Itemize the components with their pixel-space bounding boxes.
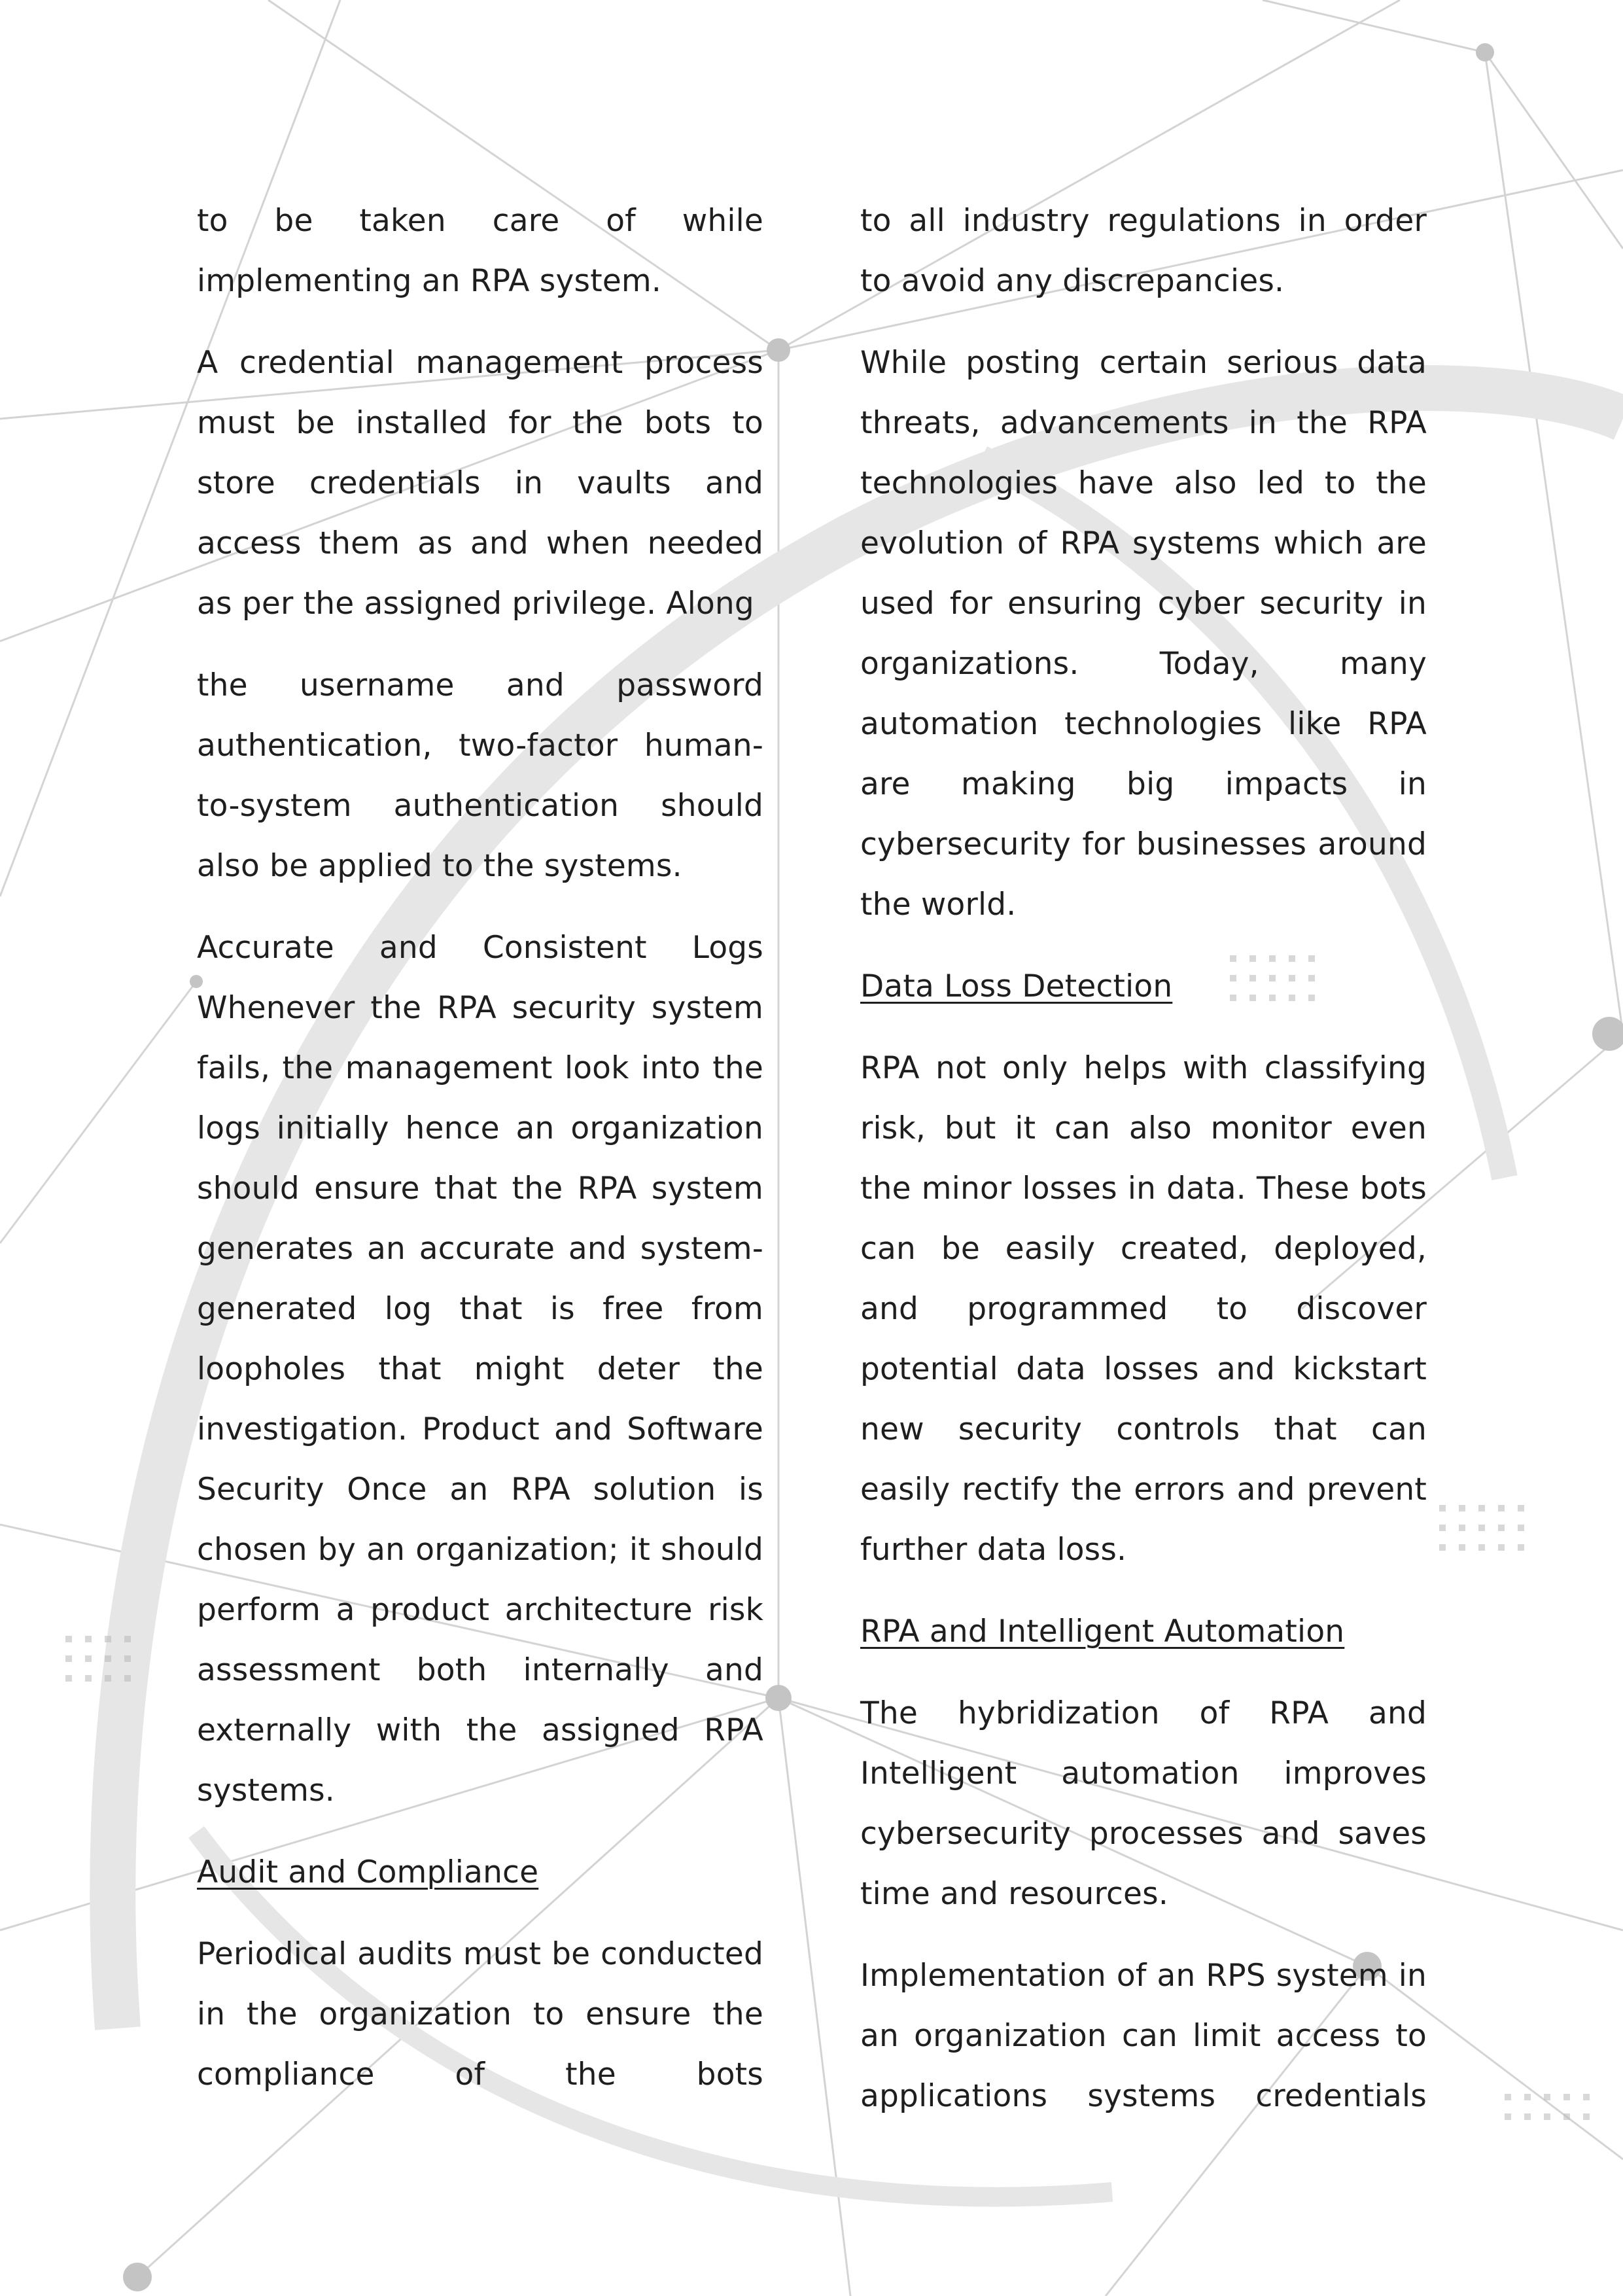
right-paragraph-1: to all industry regulations in order to avoid any discrepancies. <box>860 203 1427 299</box>
heading-rpa-and-intelligent-automation: RPA and Intelligent Automation <box>860 1614 1345 1650</box>
right-paragraph-4: The hybridization of RPA and Intelligent automation improves cybersecurity processes and saves time and resources. <box>860 1695 1427 1912</box>
left-paragraph-4: Accurate and Consistent Logs Whenever the RPA security system fails, the management look into the logs initially hence an organization should ensure that the RPA system generates an accurate and system-generated log that is free from loopholes that might deter the investigation. Product and Software Security Once an RPA solution is chosen by an organization; it should perform a product architecture risk assessment both internally and externally with the assigned RPA systems. <box>197 930 763 1809</box>
left-paragraph-2: A credential management process must be installed for the bots to store credentials in vaults and access them as and when needed as per the assigned privilege. Along <box>197 345 763 622</box>
heading-audit-and-compliance: Audit and Compliance <box>197 1854 539 1890</box>
left-column <box>197 191 763 2127</box>
heading-data-loss-detection: Data Loss Detection <box>860 968 1173 1004</box>
right-column <box>860 191 1427 2148</box>
left-paragraph-3: the username and password authentication, two-factor human-to-system authentication should also be applied to the systems. <box>197 667 763 884</box>
right-paragraph-2: While posting certain serious data threats, advancements in the RPA technologies have also led to the evolution of RPA systems which are used for ensuring cyber security in organizations. Today, many automation technologies like RPA are making big impacts in cybersecurity for businesses around the world. <box>860 345 1427 923</box>
right-paragraph-3: RPA not only helps with classifying risk, but it can also monitor even the minor losses in data. These bots can be easily created, deployed, and programmed to discover potential data losses and kickstart new security controls that can easily rectify the errors and prevent further data loss. <box>860 1050 1427 1568</box>
left-paragraph-5: Periodical audits must be conducted in the organization to ensure the compliance of the bots <box>197 1936 763 2093</box>
right-paragraph-5: Implementation of an RPS system in an organization can limit access to applications systems credentials <box>860 1958 1427 2114</box>
left-paragraph-1: to be taken care of while implementing an RPA system. <box>197 203 763 299</box>
